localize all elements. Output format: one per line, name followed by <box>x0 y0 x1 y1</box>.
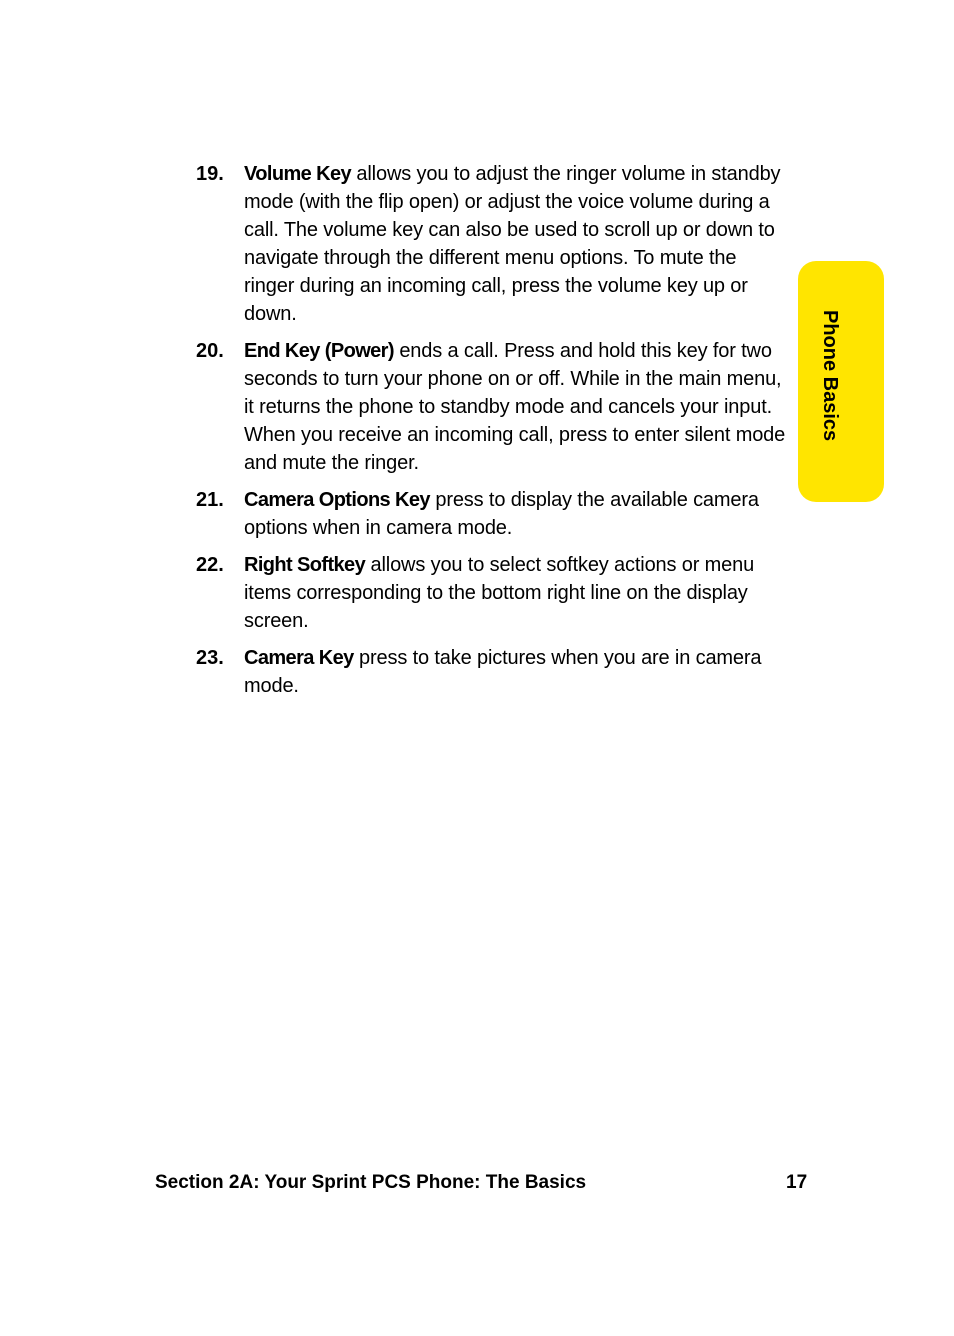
list-item <box>196 551 788 635</box>
item-number: 19. <box>196 163 224 185</box>
key-description-list <box>196 160 788 709</box>
section-tab-label: Phone Basics <box>819 310 841 442</box>
item-term: End Key (Power) <box>244 340 394 362</box>
item-body: allows you to adjust the ringer volume in standby mode (with the flip open) or adjust the voice volume during a call. The volume key can also be used to scroll up or down to navigate through the different menu options. To mute the ringer during an incoming call, press the volume key up or down. <box>244 163 781 325</box>
item-description <box>244 160 788 328</box>
list-item <box>196 644 788 700</box>
item-description <box>244 644 788 700</box>
item-description <box>244 551 788 635</box>
footer-section-title: Section 2A: Your Sprint PCS Phone: The Basics <box>155 1172 587 1193</box>
item-term: Camera Options Key <box>244 489 430 511</box>
page-number: 17 <box>786 1172 808 1193</box>
item-body: allows you to select softkey actions or menu items corresponding to the bottom right line on the display screen. <box>244 554 755 632</box>
item-number: 21. <box>196 489 224 511</box>
item-number: 22. <box>196 554 224 576</box>
list-item <box>196 160 788 328</box>
item-body: press to take pictures when you are in camera mode. <box>244 647 762 697</box>
item-description <box>244 486 788 542</box>
item-body: ends a call. Press and hold this key for two seconds to turn your phone on or off. While in the main menu, it returns the phone to standby mode and cancels your input. When you receive an incoming call, press to enter silent mode and mute the ringer. <box>244 340 786 474</box>
item-number: 23. <box>196 647 224 669</box>
list-item <box>196 337 788 477</box>
item-body: press to display the available camera options when in camera mode. <box>244 489 759 539</box>
item-term: Right Softkey <box>244 554 366 576</box>
item-description <box>244 337 788 477</box>
list-item <box>196 486 788 542</box>
item-term: Volume Key <box>244 163 351 185</box>
item-term: Camera Key <box>244 647 354 669</box>
item-number: 20. <box>196 340 224 362</box>
